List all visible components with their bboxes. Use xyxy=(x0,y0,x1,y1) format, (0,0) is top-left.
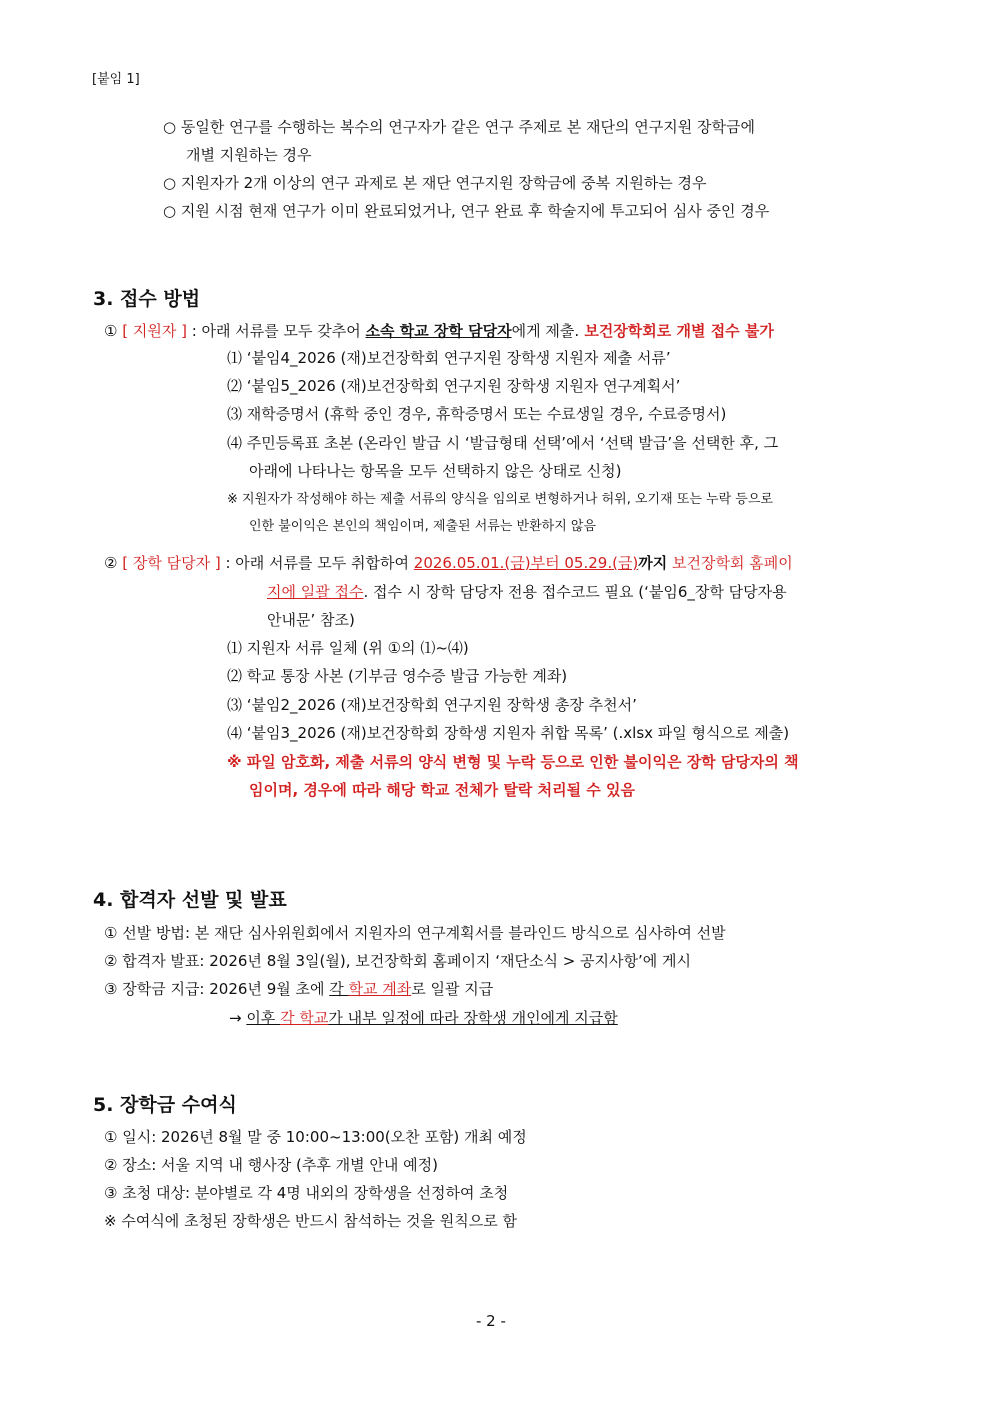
applicant-mid: 에게 제출. xyxy=(511,322,580,340)
section-5-title: 5. 장학금 수여식 xyxy=(93,1094,237,1116)
payment xyxy=(104,979,493,999)
section-4-title: 4. 합격자 선발 및 발표 xyxy=(93,889,287,911)
selection-method: ① 선발 방법: 본 재단 심사위원회에서 지원자의 연구계획서를 블라인드 방식으로 심사하여 선발 xyxy=(104,924,726,942)
payment-followup xyxy=(229,1008,618,1028)
officer-code-note: . 접수 시 장학 담당자 전용 접수코드 필요 (‘붙임6_장학 담당자용 xyxy=(363,583,787,601)
officer-warning-cont: 임이며, 경우에 따라 해당 학교 전체가 탈락 처리될 수 있음 xyxy=(249,781,635,799)
officer-label: [ 장학 담당자 ] xyxy=(122,554,221,572)
applicant-lead: : 아래 서류를 모두 갖추어 xyxy=(191,322,366,340)
attachment-tag: [붙임 1] xyxy=(92,72,140,87)
applicant-recipient: 소속 학교 장학 담당자 xyxy=(365,322,512,340)
officer-doc: ⑶ ‘붙임2_2026 (재)보건장학회 연구지원 장학생 총장 추천서’ xyxy=(227,696,637,714)
exclusion-item-cont: 개별 지원하는 경우 xyxy=(186,146,312,164)
applicant-note-cont: 인한 불이익은 본인의 책임이며, 제출된 서류는 반환하지 않음 xyxy=(249,519,597,534)
applicant-label: [ 지원자 ] xyxy=(122,322,187,340)
applicant-doc: ⑷ 주민등록표 초본 (온라인 발급 시 ‘발급형태 선택’에서 ‘선택 발급’을 선택한 후, 그 xyxy=(227,434,779,452)
applicant-doc: ⑶ 재학증명서 (휴학 중인 경우, 휴학증명서 또는 수료생일 경우, 수료증명서) xyxy=(227,405,727,423)
officer-doc: ⑴ 지원자 서류 일체 (위 ①의 ⑴~⑷) xyxy=(227,639,469,657)
officer-line xyxy=(104,553,793,573)
payment-tail: 로 일괄 지급 xyxy=(411,980,494,998)
officer-lead: : 아래 서류를 모두 취합하여 xyxy=(225,554,414,572)
followup-after: 이후 xyxy=(246,1009,281,1027)
officer-period: 2026.05.01.(금)부터 05.29.(금) xyxy=(413,554,639,572)
item-number: ① xyxy=(104,322,118,340)
officer-line-3: 안내문’ 참조) xyxy=(267,611,355,629)
ceremony-note: ※ 수여식에 초청된 장학생은 반드시 참석하는 것을 원칙으로 함 xyxy=(104,1212,517,1230)
exclusion-item: ○ 동일한 연구를 수행하는 복수의 연구자가 같은 연구 주제로 본 재단의 연구지원 장학금에 xyxy=(163,118,755,136)
exclusion-item: ○ 지원자가 2개 이상의 연구 과제로 본 재단 연구지원 장학금에 중복 지원하는 경우 xyxy=(163,174,707,192)
followup-tail: 가 내부 일정에 따라 장학생 개인에게 지급함 xyxy=(328,1009,618,1027)
officer-submit-site: 보건장학회 홈페이 xyxy=(667,554,793,572)
officer-line-2 xyxy=(267,582,787,602)
payment-lead: ③ 장학금 지급: 2026년 9월 초에 xyxy=(104,980,330,998)
arrow-icon: → xyxy=(229,1009,247,1027)
officer-doc: ⑵ 학교 통장 사본 (기부금 영수증 발급 가능한 계좌) xyxy=(227,667,568,685)
followup-school: 각 학교 xyxy=(280,1009,329,1027)
payment-account: 학교 계좌 xyxy=(348,980,412,998)
page-number: - 2 - xyxy=(476,1312,506,1330)
officer-warning: ※ 파일 암호화, 제출 서류의 양식 변형 및 누락 등으로 인한 불이익은 장학 담당자의 책 xyxy=(227,753,799,771)
applicant-note: ※ 지원자가 작성해야 하는 제출 서류의 양식을 임의로 변형하거나 허위, 오기재 또는 누락 등으로 xyxy=(227,492,773,507)
exclusion-item: ○ 지원 시점 현재 연구가 이미 완료되었거나, 연구 완료 후 학술지에 투고되어 심사 중인 경우 xyxy=(163,202,770,220)
item-number: ② xyxy=(104,554,118,572)
officer-until: 까지 xyxy=(638,554,668,572)
applicant-line xyxy=(104,321,774,341)
officer-doc: ⑷ ‘붙임3_2026 (재)보건장학회 장학생 지원자 취합 목록’ (.xlsx 파일 형식으로 제출) xyxy=(227,724,790,742)
payment-each: 각 xyxy=(329,980,349,998)
section-3-title: 3. 접수 방법 xyxy=(93,288,201,310)
announcement: ② 합격자 발표: 2026년 8월 3일(월), 보건장학회 홈페이지 ‘재단소식 > 공지사항’에 게시 xyxy=(104,952,691,970)
officer-submit-site-cont: 지에 일괄 접수 xyxy=(267,583,364,601)
ceremony-date: ① 일시: 2026년 8월 말 중 10:00~13:00(오찬 포함) 개최 예정 xyxy=(104,1128,527,1146)
applicant-warning: 보건장학회로 개별 접수 불가 xyxy=(579,322,774,340)
ceremony-invitees: ③ 초청 대상: 분야별로 각 4명 내외의 장학생을 선정하여 초청 xyxy=(104,1184,509,1202)
applicant-doc: ⑵ ‘붙임5_2026 (재)보건장학회 연구지원 장학생 지원자 연구계획서’ xyxy=(227,377,681,395)
applicant-doc-cont: 아래에 나타나는 항목을 모두 선택하지 않은 상태로 신청) xyxy=(249,462,622,480)
ceremony-place: ② 장소: 서울 지역 내 행사장 (추후 개별 안내 예정) xyxy=(104,1156,438,1174)
applicant-doc: ⑴ ‘붙임4_2026 (재)보건장학회 연구지원 장학생 지원자 제출 서류’ xyxy=(227,349,671,367)
